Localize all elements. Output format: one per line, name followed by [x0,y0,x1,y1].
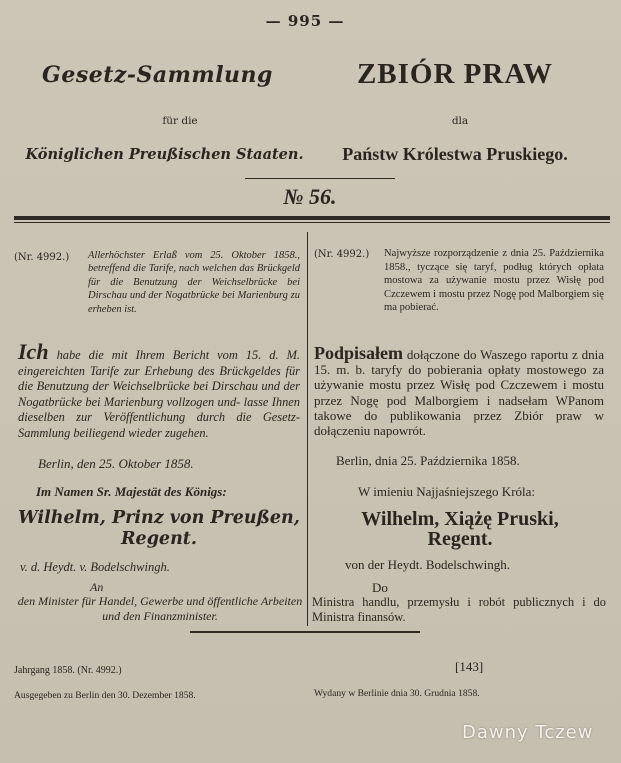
for-label-german: für die [162,115,198,127]
header-thick-rule [14,216,610,220]
polish-summary: Najwyższe rozporządzenie z dnia 25. Października 1858., tyczące się taryf, podług których opłata mostowa za używanie mostu przez Wisłę pod Czczewem i mostu przez Nogę pod Malborgiem się ma pobierać. [384,248,604,314]
polish-place-date: Berlin, dnia 25. Października 1858. [336,453,520,468]
german-signature-line2: Regent. [121,529,197,549]
header-thin-rule [245,178,395,179]
polish-body [314,343,604,439]
german-year-note: Jahrgang 1858. (Nr. 4992.) [14,665,122,676]
polish-issued-note: Wydany w Berlinie dnia 30. Grudnia 1858. [314,688,480,699]
german-body-text: habe die mit Ihrem Bericht vom 15. d. M. eingereichten Tarife zur Erhebung des Brückgeldes für die Benutzung der Weichselbrücke bei Dirschau und der Nogatbrücke bei Marienburg vollzogen und- lasse Ihnen dieselben zur Veröffentlichung durch die Gesetz-Sammlung beiliegend wieder zugehen. [18,348,300,440]
title-german: Gesetz-Sammlung [42,62,273,88]
polish-to: Do [372,580,388,595]
polish-dropcap: Podpisałem [314,343,404,363]
watermark-text: Dawny Tczew [462,722,594,743]
for-label-polish: dla [451,115,469,127]
polish-signature-line1: Wilhelm, Xiążę Pruski, [361,508,559,530]
german-body [18,339,300,442]
issue-number: № 56. [283,184,337,209]
german-law-number: (Nr. 4992.) [14,252,70,263]
german-addressee: den Minister für Handel, Gewerbe und öffentliche Arbeiten und den Finanzminister. [17,594,303,623]
polish-addressee: Ministra handlu, przemysłu i robót publicznych i do Ministra finansów. [312,595,606,624]
german-issued-note: Ausgegeben zu Berlin den 30. Dezember 1858. [14,690,196,701]
german-signature-line1: Wilhelm, Prinz von Preußen, [18,508,300,528]
german-in-name: Im Namen Sr. Majestät des Königs: [36,484,227,499]
german-place-date: Berlin, den 25. Oktober 1858. [38,456,194,471]
header-thin-rule-lower [14,222,610,223]
footer-rule [190,631,420,633]
polish-in-name: W imieniu Najjaśniejszego Króla: [358,484,536,499]
german-to: An [90,580,104,594]
german-dropcap: Ich [18,339,49,364]
german-summary: Allerhöchster Erlaß vom 25. Oktober 1858., betreffend die Tarife, nach welchen das Brückgeld für die Benutzung der Weichselbrücke bei Dirschau und der Nogatbrücke bei Marienburg zu erheben ist. [88,250,300,315]
polish-body-text: dołączone do Waszego raportu z dnia 15. m. b. taryfy do pobierania opłaty mostowego za używanie mostu przez Wisłę pod Czczewem i mostu przez Nogę pod Malborgiem i nadsełam WPanom takowe do publikowania przez Zbiór praw w dołączeniu napowrót. [314,347,604,439]
polish-sheet-mark: [143] [455,659,484,674]
polish-ministers: von der Heydt. Bodelschwingh. [345,557,511,572]
subtitle-polish: Państw Królestwa Pruskiego. [342,144,568,164]
polish-law-number: (Nr. 4992.) [314,249,370,260]
page-number: — 995 — [265,12,345,30]
title-polish: ZBIÓR PRAW [356,58,554,90]
polish-signature-line2: Regent. [427,528,493,550]
column-divider [307,232,308,626]
german-ministers: v. d. Heydt. v. Bodelschwingh. [20,560,170,574]
subtitle-german: Königlichen Preußischen Staaten. [25,146,304,163]
